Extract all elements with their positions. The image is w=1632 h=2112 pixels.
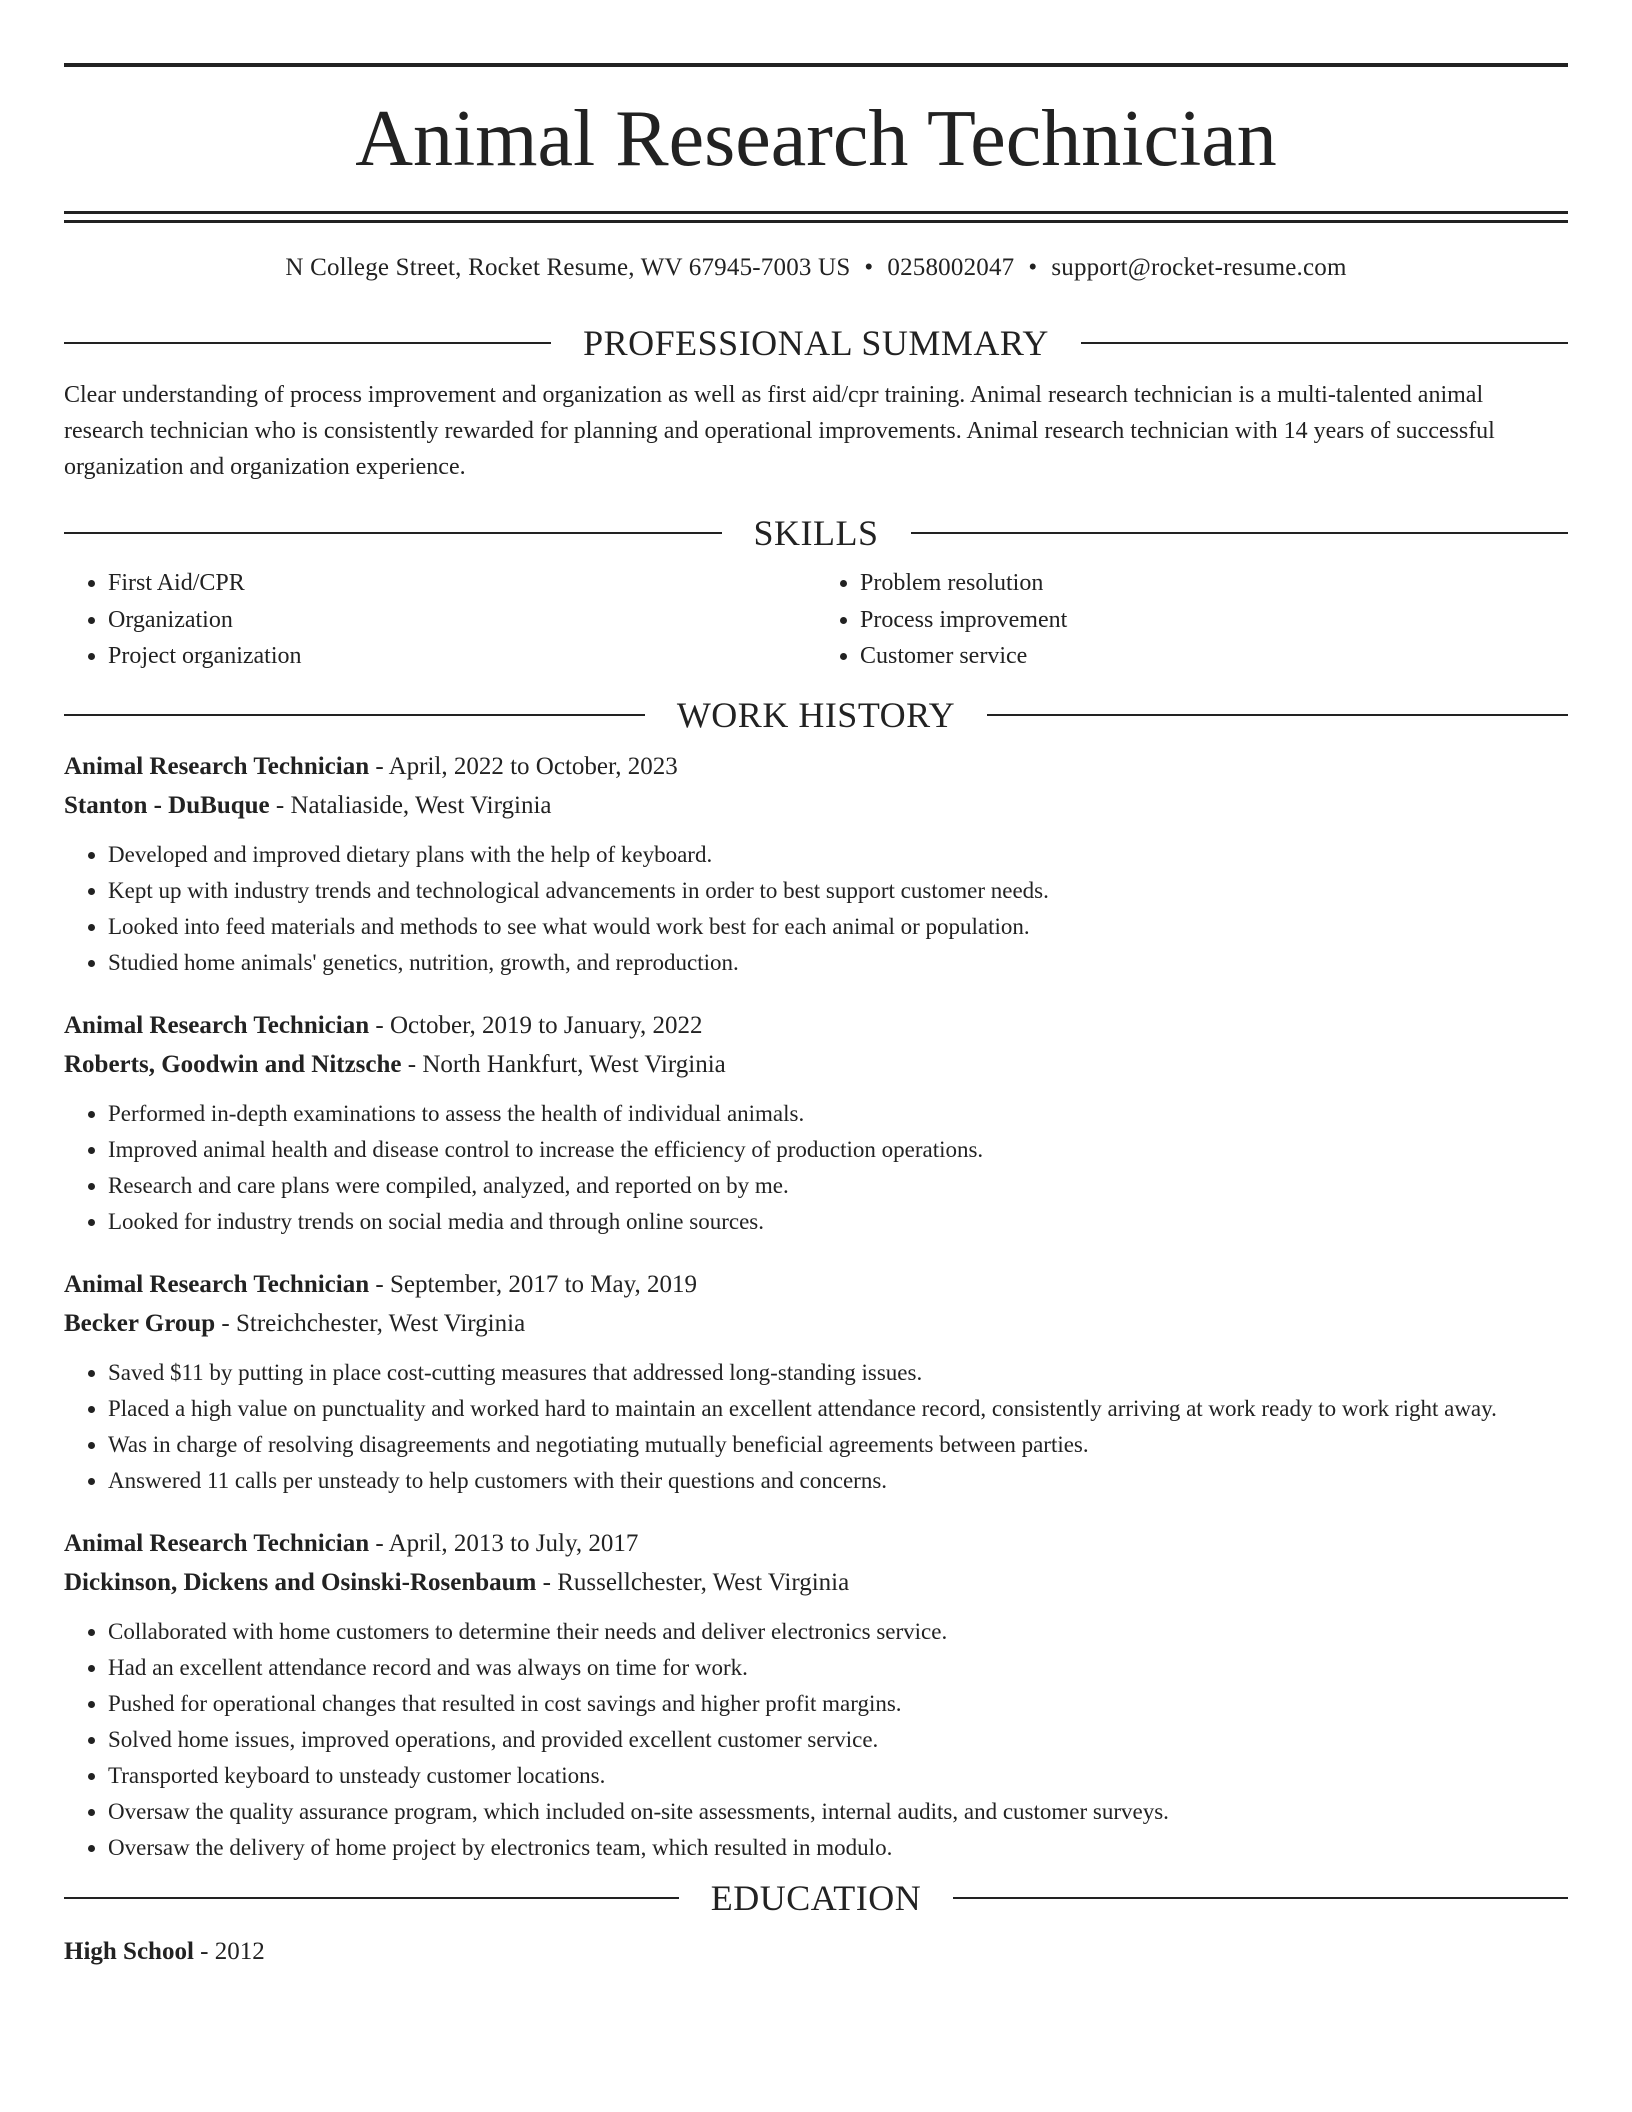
skill-item: • Process improvement [860,602,1568,639]
job-bullet: • Kept up with industry trends and technological advancements in order to best support customer needs. [108,873,1568,909]
resume-page [64,63,1568,1971]
divider-line [64,342,551,344]
job-company: Becker Group [64,1309,216,1337]
education-heading-text: EDUCATION [710,1877,922,1918]
skill-item: • Customer service [860,638,1568,675]
job-company: Roberts, Goodwin and Nitzsche [64,1050,402,1078]
skills-section-heading [64,513,1568,553]
job-bullet: • Placed a high value on punctuality and worked hard to maintain an excellent attendance record, consistently arriving at work ready to work right away. [108,1391,1568,1427]
contact-email: support@rocket-resume.com [1051,254,1347,281]
job-bullets [64,1096,1568,1240]
job-title-line [64,1524,1568,1563]
contact-separator: • [1028,254,1038,281]
job-company-line [64,1304,1568,1343]
skills-heading-text: SKILLS [753,513,879,553]
contact-line [64,253,1568,283]
job-bullet: • Answered 11 calls per unsteady to help customers with their questions and concerns. [108,1463,1568,1499]
work-section-heading [64,695,1568,735]
job-location: - Russellchester, West Virginia [536,1568,850,1596]
contact-separator: • [864,254,874,281]
job-title: Animal Research Technician [64,752,370,780]
divider-line [64,714,645,716]
job-company: Dickinson, Dickens and Osinski-Rosenbaum [64,1568,537,1596]
divider-line [953,1897,1568,1899]
skill-item: • Organization [108,602,816,639]
job-bullet: • Developed and improved dietary plans with the help of keyboard. [108,837,1568,873]
education-year: - 2012 [193,1937,265,1965]
job-bullets [64,1614,1568,1866]
job-bullet: • Oversaw the quality assurance program, which included on-site assessments, internal audits, and customer surveys. [108,1794,1568,1830]
divider-line [64,532,722,534]
job-title-line [64,747,1568,786]
job-bullet: • Research and care plans were compiled, analyzed, and reported on by me. [108,1168,1568,1204]
contact-phone: 0258002047 [887,254,1015,281]
job-bullet: • Pushed for operational changes that resulted in cost savings and higher profit margins. [108,1686,1568,1722]
skill-item: • Project organization [108,638,816,675]
divider-line [911,532,1569,534]
contact-address: N College Street, Rocket Resume, WV 67945-7003 US [285,254,851,281]
job-bullet: • Collaborated with home customers to determine their needs and deliver electronics service. [108,1614,1568,1650]
job-bullet: • Was in charge of resolving disagreements and negotiating mutually beneficial agreements between parties. [108,1427,1568,1463]
job-dates: - April, 2013 to July, 2017 [369,1529,639,1557]
education-section-heading [64,1878,1568,1918]
skill-item: • First Aid/CPR [108,565,816,602]
job-bullet: • Performed in-depth examinations to assess the health of individual animals. [108,1096,1568,1132]
job-location: - Streichchester, West Virginia [215,1309,526,1337]
job-dates: - September, 2017 to May, 2019 [369,1270,698,1298]
job-bullet: • Oversaw the delivery of home project by electronics team, which resulted in modulo. [108,1830,1568,1866]
job-bullets [64,1355,1568,1499]
education-school: High School [64,1937,194,1965]
job-entry [64,1265,1568,1499]
job-company-line [64,1563,1568,1602]
job-bullets [64,837,1568,981]
job-entry [64,747,1568,981]
job-title: Animal Research Technician [64,1011,370,1039]
skills-list [64,565,1568,675]
job-bullet: • Improved animal health and disease control to increase the efficiency of production operations. [108,1132,1568,1168]
divider-line [1081,342,1568,344]
job-entry [64,1524,1568,1866]
education-entry [64,1932,1568,1971]
name-double-rule [64,211,1568,223]
job-location: - Nataliaside, West Virginia [269,791,552,819]
summary-heading-text: PROFESSIONAL SUMMARY [583,323,1049,363]
skill-item: • Problem resolution [860,565,1568,602]
summary-section-heading [64,323,1568,363]
job-entry [64,1006,1568,1240]
job-bullet: • Solved home issues, improved operations, and provided excellent customer service. [108,1722,1568,1758]
summary-paragraph: Clear understanding of process improvement and organization as well as first aid/cpr training. Animal research technician is a multi-talented animal research technician who is consistently rewarded for planning and operational improvements. Animal research technician with 14 years of successful organization and organization experience. [64,382,1495,480]
job-bullet: • Transported keyboard to unsteady customer locations. [108,1758,1568,1794]
job-title-line [64,1006,1568,1045]
job-dates: - October, 2019 to January, 2022 [369,1011,703,1039]
job-bullet: • Saved $11 by putting in place cost-cutting measures that addressed long-standing issues. [108,1355,1568,1391]
job-bullet: • Looked into feed materials and methods to see what would work best for each animal or population. [108,909,1568,945]
job-title-line [64,1265,1568,1304]
job-dates: - April, 2022 to October, 2023 [369,752,678,780]
job-company: Stanton - DuBuque [64,791,270,819]
job-location: - North Hankfurt, West Virginia [401,1050,726,1078]
divider-line [987,714,1568,716]
job-title: Animal Research Technician [64,1529,370,1557]
divider-line [64,1897,679,1899]
job-title: Animal Research Technician [64,1270,370,1298]
skills-column-right [816,565,1568,675]
candidate-name: Animal Research Technician [355,95,1277,183]
job-bullet: • Studied home animals' genetics, nutrition, growth, and reproduction. [108,945,1568,981]
job-bullet: • Had an excellent attendance record and was always on time for work. [108,1650,1568,1686]
job-bullet: • Looked for industry trends on social media and through online sources. [108,1204,1568,1240]
skills-column-left [64,565,816,675]
job-company-line [64,1045,1568,1084]
job-company-line [64,786,1568,825]
work-heading-text: WORK HISTORY [676,694,956,735]
top-rule [64,63,1568,67]
